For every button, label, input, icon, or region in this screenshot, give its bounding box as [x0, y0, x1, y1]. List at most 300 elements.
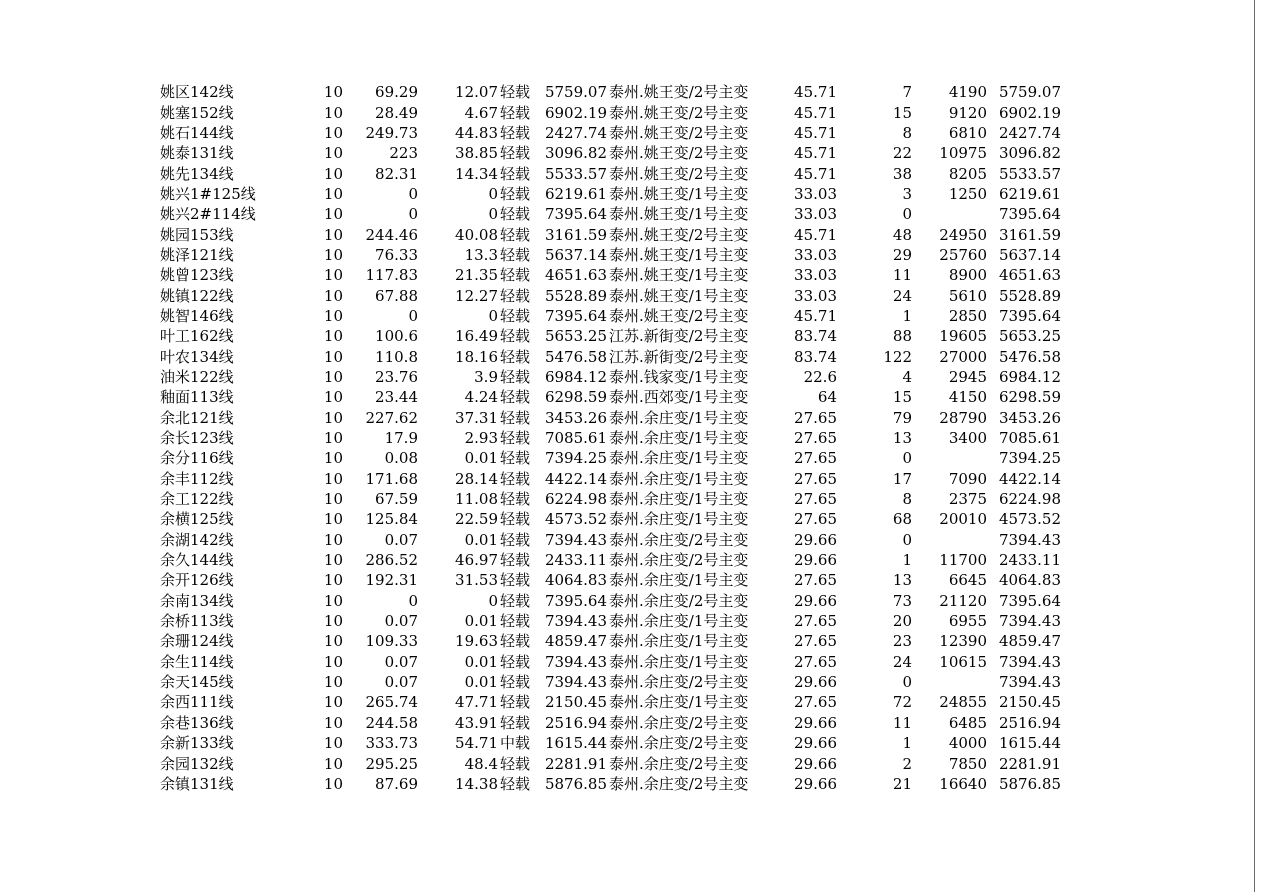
margin-cell: 2433.11 [544, 551, 607, 570]
available-capacity-cell: 5476.58 [998, 347, 1061, 366]
substation-transformer-cell: 泰州.余庄变/2号主变 [609, 530, 749, 549]
substation-transformer-cell: 泰州.余庄变/2号主变 [609, 713, 749, 732]
line-name-cell: 油米122线 [160, 367, 234, 386]
substation-transformer-cell: 泰州.余庄变/2号主变 [609, 591, 749, 610]
available-capacity-cell: 3096.82 [998, 144, 1061, 163]
voltage-cell: 10 [323, 632, 343, 651]
substation-transformer-cell: 江苏.新街变/2号主变 [609, 327, 749, 346]
load-status-cell: 轻载 [500, 632, 531, 651]
load-status-cell: 轻载 [500, 510, 531, 529]
load-rate-cell: 0.01 [464, 449, 498, 468]
load-status-cell: 轻载 [500, 266, 531, 285]
table-row [160, 245, 1061, 265]
line-name-cell: 余久144线 [160, 551, 234, 570]
voltage-cell: 10 [323, 83, 343, 102]
line-name-cell: 姚泰131线 [160, 144, 234, 163]
available-capacity-cell: 5528.89 [998, 286, 1061, 305]
load-status-cell: 轻载 [500, 164, 531, 183]
margin-cell: 7394.43 [544, 612, 607, 631]
voltage-cell: 10 [323, 693, 343, 712]
load-rate-cell: 3.9 [474, 367, 498, 386]
transformer-rate-cell: 27.65 [794, 693, 837, 712]
current-cell: 244.58 [365, 713, 418, 732]
load-rate-cell: 0 [488, 591, 498, 610]
line-name-cell: 姚先134线 [160, 164, 234, 183]
line-name-cell: 余开126线 [160, 571, 234, 590]
substation-transformer-cell: 泰州.姚王变/2号主变 [609, 144, 749, 163]
available-capacity-cell: 5653.25 [998, 327, 1061, 346]
capacity-cell: 3400 [948, 429, 987, 448]
load-status-cell: 轻载 [500, 449, 531, 468]
voltage-cell: 10 [323, 205, 343, 224]
table-row [160, 774, 1061, 794]
line-name-cell: 余北121线 [160, 408, 234, 427]
capacity-cell [912, 204, 987, 224]
table-row [160, 102, 1061, 122]
margin-cell: 4064.83 [544, 571, 607, 590]
line-name-cell: 余南134线 [160, 591, 234, 610]
line-name-cell: 余天145线 [160, 673, 234, 692]
current-cell: 0 [408, 184, 418, 203]
feeder-load-table [160, 82, 1061, 794]
table-row [160, 509, 1061, 529]
margin-cell: 3096.82 [544, 144, 607, 163]
transformer-rate-cell: 27.65 [794, 571, 837, 590]
current-cell: 244.46 [365, 225, 418, 244]
voltage-cell: 10 [323, 266, 343, 285]
available-capacity-cell: 7394.25 [998, 449, 1061, 468]
voltage-cell: 10 [323, 225, 343, 244]
margin-cell: 5533.57 [544, 164, 607, 183]
transformer-rate-cell: 45.71 [794, 164, 837, 183]
user-count-cell: 4 [902, 367, 912, 386]
user-count-cell: 1 [902, 551, 912, 570]
substation-transformer-cell: 泰州.姚王变/1号主变 [609, 266, 749, 285]
table-row [160, 224, 1061, 244]
capacity-cell: 6810 [948, 123, 987, 142]
load-rate-cell: 22.59 [455, 510, 498, 529]
load-status-cell: 轻载 [500, 327, 531, 346]
voltage-cell: 10 [323, 754, 343, 773]
line-name-cell: 姚兴1#125线 [160, 184, 256, 203]
transformer-rate-cell: 27.65 [794, 652, 837, 671]
transformer-rate-cell: 27.65 [794, 449, 837, 468]
line-name-cell: 余桥113线 [160, 612, 234, 631]
margin-cell: 6219.61 [544, 184, 607, 203]
table-row [160, 143, 1061, 163]
user-count-cell: 79 [892, 408, 912, 427]
line-name-cell: 姚石144线 [160, 123, 234, 142]
voltage-cell: 10 [323, 591, 343, 610]
load-rate-cell: 28.14 [455, 469, 498, 488]
user-count-cell: 3 [902, 184, 912, 203]
table-row [160, 591, 1061, 611]
current-cell: 333.73 [365, 734, 418, 753]
current-cell: 171.68 [365, 469, 418, 488]
current-cell: 0.08 [384, 449, 418, 468]
voltage-cell: 10 [323, 103, 343, 122]
margin-cell: 1615.44 [544, 734, 607, 753]
load-rate-cell: 0.01 [464, 612, 498, 631]
current-cell: 109.33 [365, 632, 418, 651]
table-row [160, 530, 1061, 550]
load-rate-cell: 13.3 [464, 245, 498, 264]
line-name-cell: 余生114线 [160, 652, 234, 671]
voltage-cell: 10 [323, 774, 343, 793]
load-status-cell: 轻载 [500, 408, 531, 427]
current-cell: 0 [408, 591, 418, 610]
user-count-cell: 88 [892, 327, 912, 346]
table-row [160, 469, 1061, 489]
capacity-cell: 8900 [948, 266, 987, 285]
substation-transformer-cell: 泰州.姚王变/2号主变 [609, 103, 749, 122]
line-name-cell: 姚泽121线 [160, 245, 234, 264]
load-status-cell: 轻载 [500, 286, 531, 305]
user-count-cell: 24 [892, 652, 912, 671]
available-capacity-cell: 7394.43 [998, 652, 1061, 671]
current-cell: 0.07 [384, 673, 418, 692]
capacity-cell: 8205 [948, 164, 987, 183]
capacity-cell: 7850 [948, 754, 987, 773]
load-rate-cell: 0.01 [464, 530, 498, 549]
load-status-cell: 轻载 [500, 123, 531, 142]
table-row [160, 692, 1061, 712]
substation-transformer-cell: 江苏.新街变/2号主变 [609, 347, 749, 366]
available-capacity-cell: 6224.98 [998, 490, 1061, 509]
table-row [160, 306, 1061, 326]
margin-cell: 4573.52 [544, 510, 607, 529]
capacity-cell: 2375 [948, 490, 987, 509]
current-cell: 23.76 [375, 367, 418, 386]
available-capacity-cell: 5759.07 [998, 83, 1061, 102]
capacity-cell: 2945 [948, 367, 987, 386]
line-name-cell: 余分116线 [160, 449, 234, 468]
capacity-cell: 28790 [939, 408, 987, 427]
user-count-cell: 15 [892, 388, 912, 407]
load-rate-cell: 47.71 [455, 693, 498, 712]
current-cell: 295.25 [365, 754, 418, 773]
table-row [160, 733, 1061, 753]
voltage-cell: 10 [323, 327, 343, 346]
table-row [160, 428, 1061, 448]
load-status-cell: 轻载 [500, 388, 531, 407]
user-count-cell: 72 [892, 693, 912, 712]
margin-cell: 4651.63 [544, 266, 607, 285]
current-cell: 0.07 [384, 612, 418, 631]
load-rate-cell: 18.16 [455, 347, 498, 366]
substation-transformer-cell: 泰州.余庄变/1号主变 [609, 510, 749, 529]
voltage-cell: 10 [323, 123, 343, 142]
capacity-cell: 6645 [948, 571, 987, 590]
load-status-cell: 轻载 [500, 490, 531, 509]
load-status-cell: 轻载 [500, 713, 531, 732]
load-rate-cell: 0 [488, 184, 498, 203]
user-count-cell: 11 [892, 713, 912, 732]
load-status-cell: 轻载 [500, 225, 531, 244]
load-rate-cell: 0 [488, 205, 498, 224]
substation-transformer-cell: 泰州.余庄变/2号主变 [609, 774, 749, 793]
transformer-rate-cell: 29.66 [794, 754, 837, 773]
transformer-rate-cell: 29.66 [794, 591, 837, 610]
user-count-cell: 17 [892, 469, 912, 488]
capacity-cell [912, 672, 987, 692]
voltage-cell: 10 [323, 449, 343, 468]
user-count-cell: 23 [892, 632, 912, 651]
table-row [160, 753, 1061, 773]
current-cell: 100.6 [375, 327, 418, 346]
substation-transformer-cell: 泰州.姚王变/2号主变 [609, 306, 749, 325]
available-capacity-cell: 7395.64 [998, 306, 1061, 325]
voltage-cell: 10 [323, 367, 343, 386]
capacity-cell: 24950 [939, 225, 987, 244]
margin-cell: 7085.61 [544, 429, 607, 448]
load-rate-cell: 12.27 [455, 286, 498, 305]
load-rate-cell: 46.97 [455, 551, 498, 570]
load-status-cell: 轻载 [500, 83, 531, 102]
load-status-cell: 轻载 [500, 612, 531, 631]
load-rate-cell: 44.83 [455, 123, 498, 142]
margin-cell: 2281.91 [544, 754, 607, 773]
substation-transformer-cell: 泰州.姚王变/1号主变 [609, 184, 749, 203]
capacity-cell: 4190 [948, 83, 987, 102]
user-count-cell: 0 [902, 673, 912, 692]
load-status-cell: 轻载 [500, 103, 531, 122]
voltage-cell: 10 [323, 347, 343, 366]
user-count-cell: 0 [902, 205, 912, 224]
transformer-rate-cell: 27.65 [794, 429, 837, 448]
load-rate-cell: 4.24 [464, 388, 498, 407]
substation-transformer-cell: 泰州.余庄变/1号主变 [609, 429, 749, 448]
load-status-cell: 轻载 [500, 245, 531, 264]
margin-cell: 5759.07 [544, 83, 607, 102]
substation-transformer-cell: 泰州.余庄变/2号主变 [609, 754, 749, 773]
substation-transformer-cell: 泰州.余庄变/2号主变 [609, 734, 749, 753]
margin-cell: 7394.43 [544, 652, 607, 671]
margin-cell: 6298.59 [544, 388, 607, 407]
voltage-cell: 10 [323, 184, 343, 203]
substation-transformer-cell: 泰州.余庄变/2号主变 [609, 551, 749, 570]
current-cell: 82.31 [375, 164, 418, 183]
available-capacity-cell: 2427.74 [998, 123, 1061, 142]
margin-cell: 6224.98 [544, 490, 607, 509]
available-capacity-cell: 2150.45 [998, 693, 1061, 712]
load-rate-cell: 0.01 [464, 652, 498, 671]
load-status-cell: 轻载 [500, 367, 531, 386]
table-body [160, 82, 1061, 794]
table-row [160, 326, 1061, 346]
user-count-cell: 7 [902, 83, 912, 102]
capacity-cell: 10615 [939, 652, 987, 671]
margin-cell: 7394.25 [544, 449, 607, 468]
load-status-cell: 轻载 [500, 347, 531, 366]
table-row [160, 408, 1061, 428]
substation-transformer-cell: 泰州.余庄变/1号主变 [609, 693, 749, 712]
transformer-rate-cell: 33.03 [794, 286, 837, 305]
load-rate-cell: 0.01 [464, 673, 498, 692]
transformer-rate-cell: 33.03 [794, 205, 837, 224]
current-cell: 227.62 [365, 408, 418, 427]
line-name-cell: 余长123线 [160, 429, 234, 448]
available-capacity-cell: 6298.59 [998, 388, 1061, 407]
available-capacity-cell: 7395.64 [998, 591, 1061, 610]
load-rate-cell: 14.38 [455, 774, 498, 793]
current-cell: 0 [408, 205, 418, 224]
table-row [160, 346, 1061, 366]
margin-cell: 5476.58 [544, 347, 607, 366]
current-cell: 223 [389, 144, 418, 163]
margin-cell: 6984.12 [544, 367, 607, 386]
table-row [160, 265, 1061, 285]
margin-cell: 7395.64 [544, 306, 607, 325]
substation-transformer-cell: 泰州.余庄变/2号主变 [609, 673, 749, 692]
load-rate-cell: 4.67 [464, 103, 498, 122]
voltage-cell: 10 [323, 490, 343, 509]
table-row [160, 448, 1061, 468]
load-status-cell: 轻载 [500, 551, 531, 570]
capacity-cell: 7090 [948, 469, 987, 488]
table-row [160, 652, 1061, 672]
voltage-cell: 10 [323, 551, 343, 570]
current-cell: 67.59 [375, 490, 418, 509]
table-row [160, 285, 1061, 305]
transformer-rate-cell: 33.03 [794, 245, 837, 264]
capacity-cell [912, 448, 987, 468]
substation-transformer-cell: 泰州.姚王变/2号主变 [609, 164, 749, 183]
line-name-cell: 余湖142线 [160, 530, 234, 549]
available-capacity-cell: 3453.26 [998, 408, 1061, 427]
available-capacity-cell: 4064.83 [998, 571, 1061, 590]
current-cell: 69.29 [375, 83, 418, 102]
substation-transformer-cell: 泰州.余庄变/1号主变 [609, 652, 749, 671]
line-name-cell: 姚曾123线 [160, 266, 234, 285]
line-name-cell: 姚智146线 [160, 306, 234, 325]
load-rate-cell: 48.4 [464, 754, 498, 773]
margin-cell: 5637.14 [544, 245, 607, 264]
voltage-cell: 10 [323, 673, 343, 692]
line-name-cell: 余园132线 [160, 754, 234, 773]
capacity-cell [912, 530, 987, 550]
transformer-rate-cell: 45.71 [794, 123, 837, 142]
available-capacity-cell: 2281.91 [998, 754, 1061, 773]
capacity-cell: 4000 [948, 734, 987, 753]
load-rate-cell: 31.53 [455, 571, 498, 590]
load-status-cell: 轻载 [500, 144, 531, 163]
transformer-rate-cell: 45.71 [794, 306, 837, 325]
current-cell: 17.9 [384, 429, 418, 448]
table-row [160, 163, 1061, 183]
capacity-cell: 19605 [939, 327, 987, 346]
margin-cell: 4422.14 [544, 469, 607, 488]
margin-cell: 7394.43 [544, 530, 607, 549]
capacity-cell: 6955 [948, 612, 987, 631]
margin-cell: 4859.47 [544, 632, 607, 651]
capacity-cell: 21120 [939, 591, 987, 610]
current-cell: 87.69 [375, 774, 418, 793]
substation-transformer-cell: 泰州.姚王变/2号主变 [609, 123, 749, 142]
current-cell: 76.33 [375, 245, 418, 264]
capacity-cell: 6485 [948, 713, 987, 732]
line-name-cell: 余镇131线 [160, 774, 234, 793]
load-rate-cell: 37.31 [455, 408, 498, 427]
current-cell: 249.73 [365, 123, 418, 142]
user-count-cell: 11 [892, 266, 912, 285]
table-row [160, 611, 1061, 631]
table-row [160, 367, 1061, 387]
available-capacity-cell: 2516.94 [998, 713, 1061, 732]
voltage-cell: 10 [323, 164, 343, 183]
current-cell: 0.07 [384, 530, 418, 549]
line-name-cell: 姚园153线 [160, 225, 234, 244]
substation-transformer-cell: 泰州.姚王变/2号主变 [609, 83, 749, 102]
substation-transformer-cell: 泰州.余庄变/1号主变 [609, 490, 749, 509]
table-row [160, 387, 1061, 407]
available-capacity-cell: 5533.57 [998, 164, 1061, 183]
capacity-cell: 25760 [939, 245, 987, 264]
transformer-rate-cell: 45.71 [794, 144, 837, 163]
line-name-cell: 余丰112线 [160, 469, 234, 488]
available-capacity-cell: 4422.14 [998, 469, 1061, 488]
margin-cell: 3161.59 [544, 225, 607, 244]
user-count-cell: 15 [892, 103, 912, 122]
transformer-rate-cell: 83.74 [794, 347, 837, 366]
transformer-rate-cell: 29.66 [794, 530, 837, 549]
table-row [160, 713, 1061, 733]
table-row [160, 550, 1061, 570]
margin-cell: 3453.26 [544, 408, 607, 427]
load-rate-cell: 0 [488, 306, 498, 325]
transformer-rate-cell: 27.65 [794, 632, 837, 651]
substation-transformer-cell: 泰州.余庄变/1号主变 [609, 632, 749, 651]
user-count-cell: 29 [892, 245, 912, 264]
line-name-cell: 姚区142线 [160, 83, 234, 102]
substation-transformer-cell: 泰州.姚王变/1号主变 [609, 205, 749, 224]
line-name-cell: 余工122线 [160, 490, 234, 509]
load-rate-cell: 40.08 [455, 225, 498, 244]
substation-transformer-cell: 泰州.余庄变/1号主变 [609, 571, 749, 590]
available-capacity-cell: 6902.19 [998, 103, 1061, 122]
load-rate-cell: 14.34 [455, 164, 498, 183]
capacity-cell: 5610 [948, 286, 987, 305]
table-row [160, 672, 1061, 692]
load-rate-cell: 38.85 [455, 144, 498, 163]
user-count-cell: 24 [892, 286, 912, 305]
user-count-cell: 0 [902, 449, 912, 468]
user-count-cell: 73 [892, 591, 912, 610]
load-status-cell: 中载 [500, 734, 531, 753]
voltage-cell: 10 [323, 306, 343, 325]
transformer-rate-cell: 27.65 [794, 469, 837, 488]
user-count-cell: 68 [892, 510, 912, 529]
substation-transformer-cell: 泰州.姚王变/2号主变 [609, 225, 749, 244]
capacity-cell: 10975 [939, 144, 987, 163]
voltage-cell: 10 [323, 429, 343, 448]
user-count-cell: 0 [902, 530, 912, 549]
capacity-cell: 4150 [948, 388, 987, 407]
transformer-rate-cell: 29.66 [794, 713, 837, 732]
load-rate-cell: 12.07 [455, 83, 498, 102]
voltage-cell: 10 [323, 408, 343, 427]
user-count-cell: 48 [892, 225, 912, 244]
load-status-cell: 轻载 [500, 469, 531, 488]
current-cell: 117.83 [365, 266, 418, 285]
capacity-cell: 20010 [939, 510, 987, 529]
transformer-rate-cell: 29.66 [794, 774, 837, 793]
transformer-rate-cell: 33.03 [794, 184, 837, 203]
available-capacity-cell: 7394.43 [998, 673, 1061, 692]
available-capacity-cell: 4573.52 [998, 510, 1061, 529]
current-cell: 125.84 [365, 510, 418, 529]
current-cell: 28.49 [375, 103, 418, 122]
